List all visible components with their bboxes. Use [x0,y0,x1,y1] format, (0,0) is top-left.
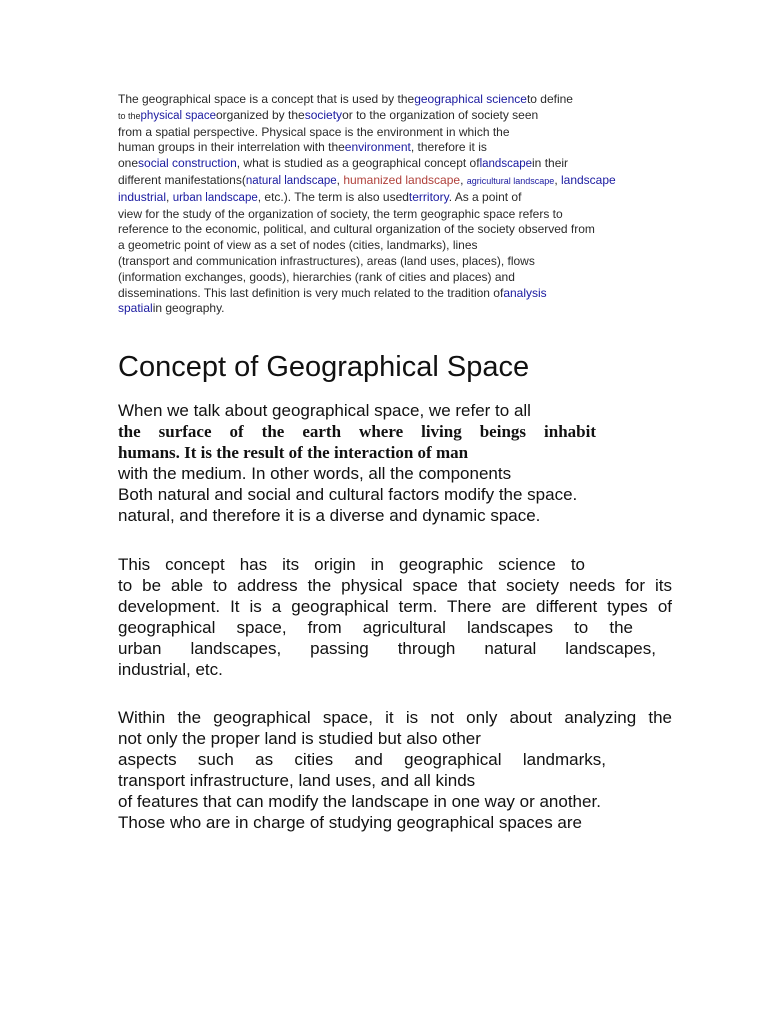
link-spatial[interactable]: spatial [118,301,153,316]
intro-line [118,286,678,302]
link-natural-landscape[interactable]: natural landscape [245,174,337,187]
text: , [336,172,344,187]
text: human groups in their interrelation with the [118,140,345,155]
page-title: Concept of Geographical Space [118,351,530,383]
link-territory[interactable]: territory [408,189,449,204]
text: organized by the [215,107,305,122]
link-industrial[interactable]: industrial [118,189,167,204]
intro-line: view for the study of the organization of society, the term geographic space refers to [118,206,563,221]
text: in their [532,156,569,171]
text: in geography. [152,301,225,316]
paragraph-line: with the medium. In other words, all the components [118,463,512,483]
paragraph-line: urban landscapes, passing through natural landscapes, [118,638,656,658]
paragraph-line: humans. It is the result of the interaction of man [118,442,469,462]
text: one [118,156,139,171]
text: , what is studied as a geographical concept of [236,156,480,171]
intro-line [118,108,678,125]
paragraph-line: When we talk about geographical space, we refer to all [118,401,531,420]
text: , etc.). The term is also used [257,189,409,204]
link-physical-space[interactable]: physical space [140,109,216,122]
link-agricultural-landscape[interactable]: agricultural landscape [466,175,555,186]
text: , therefore it is [410,140,487,155]
paragraph-line: geographical space, from agricultural landscapes to the [118,617,633,637]
link-landscape[interactable]: landscape [479,158,533,171]
paragraph-line: Both natural and social and cultural factors modify the space. [118,484,578,504]
intro-paragraph [118,92,678,317]
intro-line: (information exchanges, goods), hierarchies (rank of cities and places) and [118,269,515,284]
paragraph-1 [118,401,672,526]
link-humanized-landscape[interactable]: humanized landscape [343,172,461,187]
link-urban-landscape[interactable]: urban landscape [172,191,258,204]
paragraph-line: natural, and therefore it is a diverse and dynamic space. [118,505,541,525]
link-analysis-spatial[interactable]: analysis [503,285,547,300]
text: different manifestations( [118,172,246,187]
text: to the [118,110,141,121]
intro-line [118,301,678,317]
intro-line [118,156,678,173]
intro-line [118,173,678,190]
intro-line [118,92,678,108]
paragraph-line: Within the geographical space, it is not only about analyzing the [118,708,672,727]
paragraph-line: Those who are in charge of studying geographical spaces are [118,812,583,832]
intro-line [118,140,678,156]
intro-line: from a spatial perspective. Physical space is the environment in which the [118,124,510,139]
link-social-construction[interactable]: social construction [138,156,237,171]
paragraph-line: transport infrastructure, land uses, and all kinds [118,770,476,790]
link-landscape-industrial[interactable]: landscape [560,172,616,187]
text: , [166,189,173,204]
paragraph-line: not only the proper land is studied but also other [118,728,481,748]
paragraph-3 [118,708,672,833]
paragraph-line: aspects such as cities and geographical landmarks, [118,749,606,769]
intro-line [118,190,678,207]
text: . As a point of [448,189,522,204]
intro-line: reference to the economic, political, and cultural organization of the society observed from [118,222,595,237]
text: disseminations. This last definition is very much related to the tradition of [118,285,504,300]
link-environment[interactable]: environment [344,140,411,155]
text: The geographical space is a concept that is used by the [118,92,415,106]
paragraph-2 [118,555,672,680]
text: , [460,172,467,187]
paragraph-line: of features that can modify the landscape in one way or another. [118,791,601,811]
text: to define [526,92,573,106]
paragraph-line: industrial, etc. [118,659,223,679]
text: , [554,172,561,187]
paragraph-line: to be able to address the physical space that society needs for its [118,575,672,595]
paragraph-line: development. It is a geographical term. There are different types of [118,596,672,616]
intro-line: (transport and communication infrastructures), areas (land uses, places), flows [118,253,535,268]
text: or to the organization of society seen [342,107,539,122]
link-geographical-science[interactable]: geographical science [414,92,527,106]
intro-line: a geometric point of view as a set of nodes (cities, landmarks), lines [118,238,478,253]
link-society[interactable]: society [304,107,343,122]
paragraph-line: This concept has its origin in geographic science to [118,555,585,574]
paragraph-line: the surface of the earth where living beings inhabit [118,421,596,441]
